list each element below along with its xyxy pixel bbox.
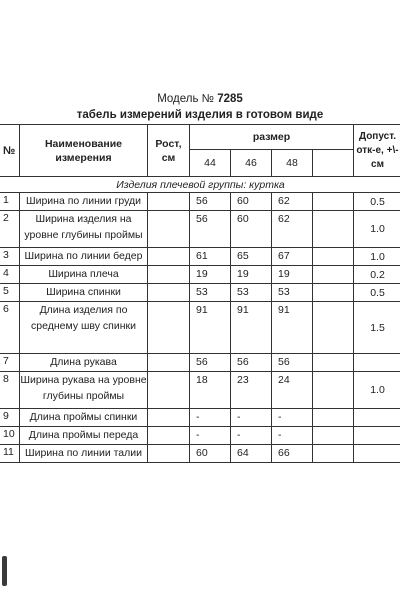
- header-size-44: 44: [190, 150, 231, 177]
- group-title: Изделия плечевой группы: куртка: [0, 177, 400, 193]
- row-tolerance: 1.5: [354, 302, 400, 354]
- header-rost-text: Рост, см: [155, 137, 182, 164]
- model-number: 7285: [217, 93, 243, 105]
- row-no: 7: [0, 354, 20, 372]
- row-value: 60: [190, 445, 231, 463]
- row-name: Длина проймы спинки: [20, 409, 148, 427]
- row-value: -: [231, 427, 272, 445]
- row-value: 67: [272, 248, 313, 266]
- row-value: 19: [190, 266, 231, 284]
- row-name: Ширина рукава на уровне глубины проймы: [20, 372, 148, 409]
- row-name: Длина проймы переда: [20, 427, 148, 445]
- table-row: [0, 211, 400, 248]
- row-value: [313, 409, 354, 427]
- row-no: 9: [0, 409, 20, 427]
- row-no: 6: [0, 302, 20, 354]
- row-value: 53: [231, 284, 272, 302]
- header-size-group: размер: [190, 125, 354, 150]
- row-rost: [148, 302, 190, 354]
- header-no: №: [0, 125, 20, 177]
- row-value: 65: [231, 248, 272, 266]
- row-value: 53: [190, 284, 231, 302]
- measurement-table: [0, 124, 400, 463]
- row-value: [313, 445, 354, 463]
- row-rost: [148, 284, 190, 302]
- row-value: 66: [272, 445, 313, 463]
- row-value: 60: [231, 211, 272, 248]
- row-value: 19: [272, 266, 313, 284]
- row-tolerance: [354, 354, 400, 372]
- table-subtitle: табель измерений изделия в готовом виде: [76, 109, 324, 121]
- row-no: 2: [0, 211, 20, 248]
- header-size-empty: [313, 150, 354, 177]
- row-name: Ширина по линии бедер: [20, 248, 148, 266]
- row-value: [313, 354, 354, 372]
- row-value: [313, 193, 354, 211]
- row-tolerance: [354, 409, 400, 427]
- row-no: 10: [0, 427, 20, 445]
- row-tolerance: [354, 427, 400, 445]
- row-value: -: [231, 409, 272, 427]
- row-tolerance: 0.5: [354, 284, 400, 302]
- row-no: 4: [0, 266, 20, 284]
- row-name: Ширина спинки: [20, 284, 148, 302]
- row-no: 3: [0, 248, 20, 266]
- row-rost: [148, 409, 190, 427]
- header-name-text: Наименование измерения: [44, 137, 123, 164]
- row-name: Длина рукава: [20, 354, 148, 372]
- row-value: 61: [190, 248, 231, 266]
- row-rost: [148, 193, 190, 211]
- row-tolerance: 1.0: [354, 372, 400, 409]
- row-value: 24: [272, 372, 313, 409]
- table-row: [0, 248, 400, 266]
- row-tolerance: [354, 445, 400, 463]
- header-size-46: 46: [231, 150, 272, 177]
- row-value: 56: [231, 354, 272, 372]
- row-value: 19: [231, 266, 272, 284]
- header-size-48: 48: [272, 150, 313, 177]
- table-row: [0, 372, 400, 409]
- table-row: [0, 302, 400, 354]
- row-value: [313, 211, 354, 248]
- row-value: -: [190, 409, 231, 427]
- row-value: -: [190, 427, 231, 445]
- row-value: 23: [231, 372, 272, 409]
- row-value: 53: [272, 284, 313, 302]
- row-tolerance: 0.5: [354, 193, 400, 211]
- row-rost: [148, 211, 190, 248]
- table-row: [0, 193, 400, 211]
- row-value: 56: [272, 354, 313, 372]
- row-tolerance: 1.0: [354, 248, 400, 266]
- row-value: 91: [231, 302, 272, 354]
- row-no: 11: [0, 445, 20, 463]
- row-value: 91: [190, 302, 231, 354]
- row-value: -: [272, 409, 313, 427]
- row-rost: [148, 445, 190, 463]
- row-value: 64: [231, 445, 272, 463]
- row-value: [313, 284, 354, 302]
- row-no: 8: [0, 372, 20, 409]
- table-row: [0, 427, 400, 445]
- table-row: [0, 409, 400, 427]
- table-row: [0, 266, 400, 284]
- row-name: Ширина по линии груди: [20, 193, 148, 211]
- row-value: 56: [190, 354, 231, 372]
- row-value: 56: [190, 193, 231, 211]
- model-prefix: Модель №: [157, 93, 214, 105]
- row-name: Длина изделия по среднему шву спинки: [20, 302, 148, 354]
- model-line: [0, 93, 400, 105]
- row-tolerance: 1.0: [354, 211, 400, 248]
- row-no: 5: [0, 284, 20, 302]
- row-rost: [148, 248, 190, 266]
- table-row: [0, 354, 400, 372]
- table-row: [0, 445, 400, 463]
- row-value: [313, 302, 354, 354]
- header-tolerance-text: Допуст. отк-е, +\-см: [356, 130, 399, 170]
- header-rost: [148, 125, 190, 177]
- table-row: [0, 284, 400, 302]
- row-value: 91: [272, 302, 313, 354]
- row-rost: [148, 354, 190, 372]
- row-no: 1: [0, 193, 20, 211]
- header-tolerance: [354, 125, 400, 177]
- group-row: [0, 177, 400, 193]
- row-rost: [148, 372, 190, 409]
- header-name: [20, 125, 148, 177]
- row-value: 60: [231, 193, 272, 211]
- row-value: 18: [190, 372, 231, 409]
- row-name: Ширина изделия на уровне глубины проймы: [20, 211, 148, 248]
- row-value: 62: [272, 193, 313, 211]
- row-value: [313, 427, 354, 445]
- row-value: 56: [190, 211, 231, 248]
- row-value: [313, 248, 354, 266]
- row-value: [313, 372, 354, 409]
- row-value: -: [272, 427, 313, 445]
- edge-mark: [2, 556, 7, 586]
- row-value: [313, 266, 354, 284]
- row-value: 62: [272, 211, 313, 248]
- row-name: Ширина по линии талии: [20, 445, 148, 463]
- row-tolerance: 0.2: [354, 266, 400, 284]
- row-rost: [148, 266, 190, 284]
- row-name: Ширина плеча: [20, 266, 148, 284]
- row-rost: [148, 427, 190, 445]
